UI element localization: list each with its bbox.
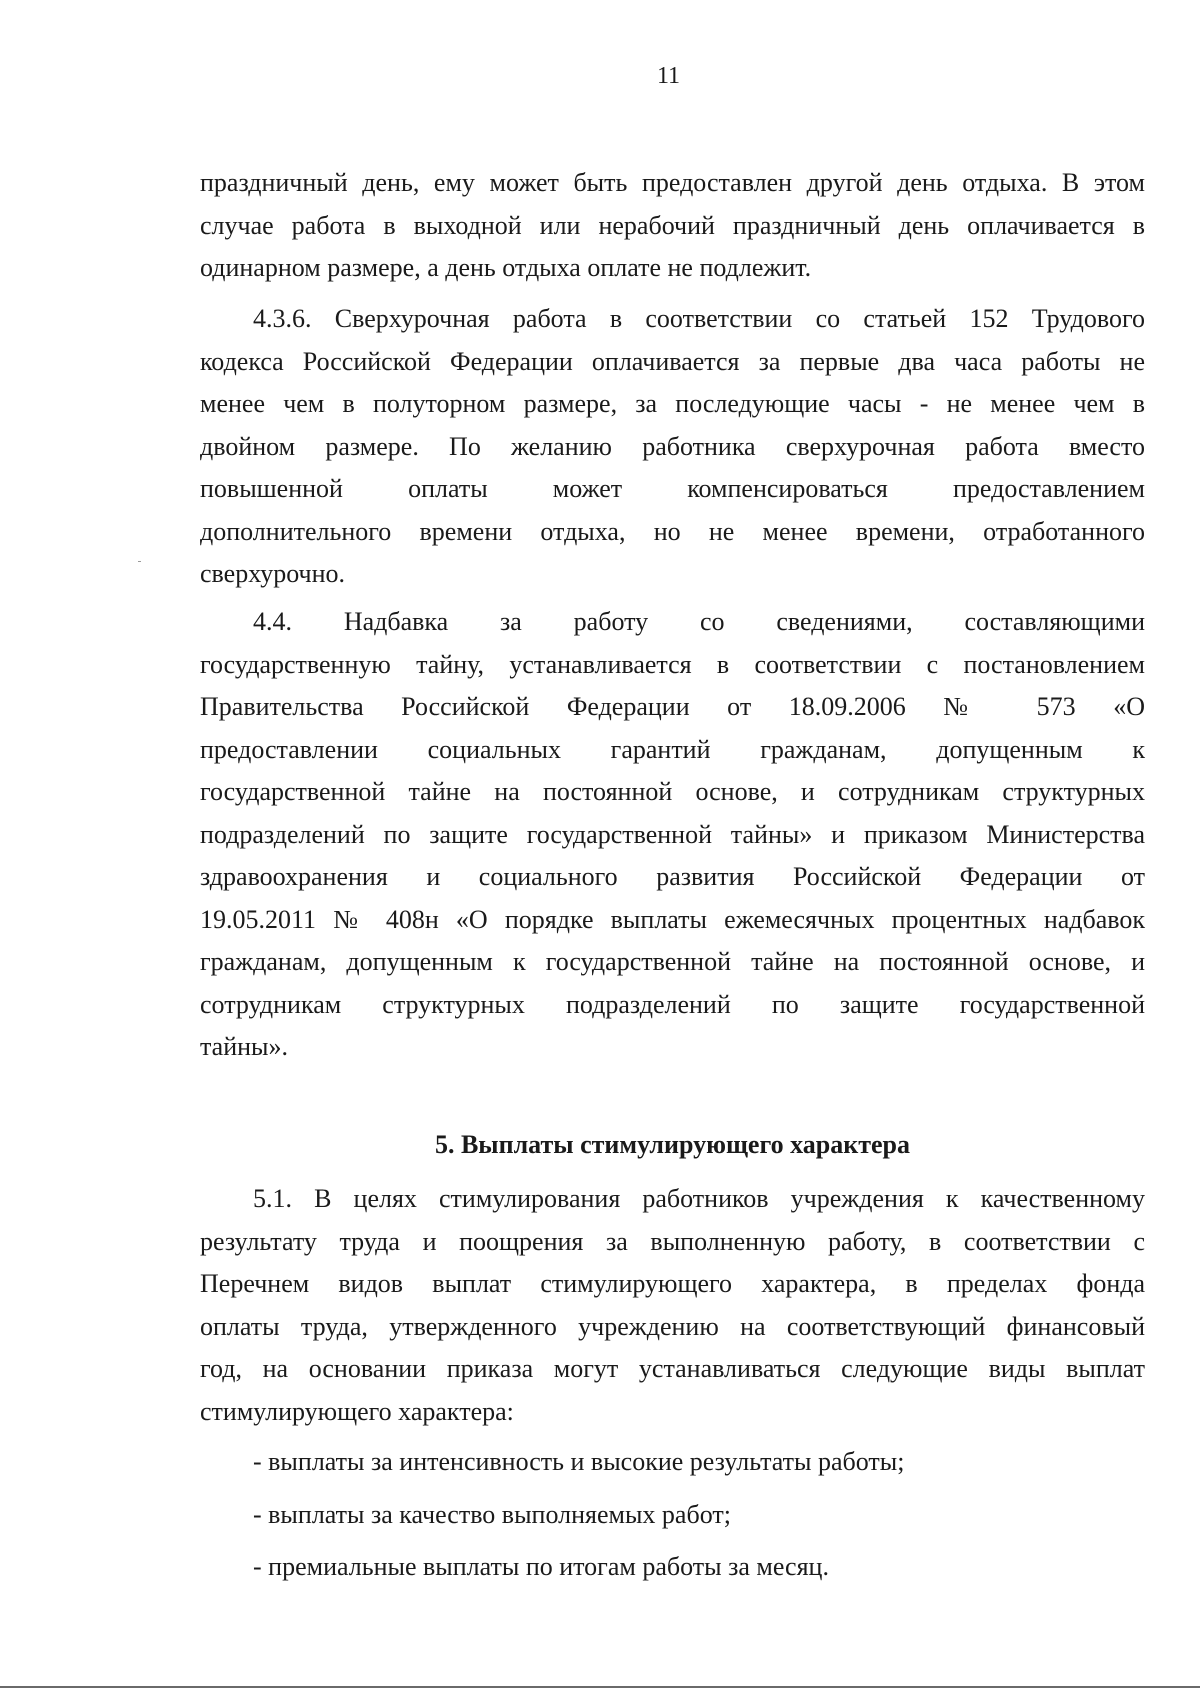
list-item: - выплаты за качество выполняемых работ; xyxy=(253,1499,731,1529)
paragraph-line: Правительства Российской Федерации от 18.09.2006 № 573 «О xyxy=(200,692,1145,721)
list-item: - премиальные выплаты по итогам работы за месяц. xyxy=(253,1552,829,1581)
paragraph-line: одинарном размере, а день отдыха оплате не подлежит. xyxy=(200,253,812,282)
section-heading: 5. Выплаты стимулирующего характера xyxy=(434,1130,911,1159)
paragraph-line: Перечнем видов выплат стимулирующего характера, в пределах фонда xyxy=(200,1269,1145,1298)
paragraph-line: государственную тайну, устанавливается в соответствии с постановлением xyxy=(200,649,1145,679)
paragraph-line: 19.05.2011 № 408н «О порядке выплаты ежемесячных процентных надбавок xyxy=(200,904,1145,934)
paragraph-line: случае работа в выходной или нерабочий праздничный день оплачивается в xyxy=(200,210,1145,240)
page-number: 11 xyxy=(656,63,681,89)
paragraph-line: 4.4. Надбавка за работу со сведениями, составляющими xyxy=(253,607,1145,636)
paragraph-line: кодекса Российской Федерации оплачивается за первые два часа работы не xyxy=(200,346,1145,376)
paragraph-5-1 xyxy=(200,1178,1145,1433)
list-item: - выплаты за интенсивность и высокие результаты работы; xyxy=(253,1447,905,1476)
paragraph-line: менее чем в полуторном размере, за последующие часы - не менее чем в xyxy=(200,389,1145,418)
continued-paragraph xyxy=(200,162,1145,290)
paragraph-line: предоставлении социальных гарантий гражданам, допущенным к xyxy=(200,734,1145,764)
payments-list xyxy=(200,1441,1145,1589)
paragraph-line: здравоохранения и социального развития Российской Федерации от xyxy=(200,862,1145,891)
paragraph-line: 5.1. В целях стимулирования работников учреждения к качественному xyxy=(253,1184,1145,1213)
paragraph-4-4 xyxy=(200,601,1145,1069)
paragraph-line: 4.3.6. Сверхурочная работа в соответствии со статьей 152 Трудового xyxy=(253,304,1145,333)
paragraph-line: год, на основании приказа могут устанавливаться следующие виды выплат xyxy=(200,1354,1145,1383)
paragraph-line: результату труда и поощрения за выполненную работу, в соответствии с xyxy=(200,1226,1145,1256)
paragraph-4-3-6 xyxy=(200,298,1145,596)
paragraph-line: сотрудникам структурных подразделений по защите государственной xyxy=(200,989,1145,1019)
paragraph-line: двойном размере. По желанию работника сверхурочная работа вместо xyxy=(200,431,1145,461)
paragraph-line: повышенной оплаты может компенсироваться предоставлением xyxy=(200,474,1145,503)
paragraph-line: подразделений по защите государственной тайны» и приказом Министерства xyxy=(200,819,1145,849)
paragraph-line: дополнительного времени отдыха, но не менее времени, отработанного xyxy=(200,516,1145,546)
paragraph-line: сверхурочно. xyxy=(200,559,346,588)
paragraph-line: праздничный день, ему может быть предоставлен другой день отдыха. В этом xyxy=(200,168,1145,197)
scan-artifact xyxy=(138,561,141,562)
paragraph-line: тайны». xyxy=(200,1032,289,1061)
paragraph-line: государственной тайне на постоянной основе, и сотрудникам структурных xyxy=(200,777,1145,806)
paragraph-line: гражданам, допущенным к государственной тайне на постоянной основе, и xyxy=(200,947,1145,976)
paragraph-line: оплаты труда, утвержденного учреждению на соответствующий финансовый xyxy=(200,1311,1145,1341)
page-bottom-edge xyxy=(0,1686,1200,1688)
paragraph-line: стимулирующего характера: xyxy=(200,1396,514,1426)
